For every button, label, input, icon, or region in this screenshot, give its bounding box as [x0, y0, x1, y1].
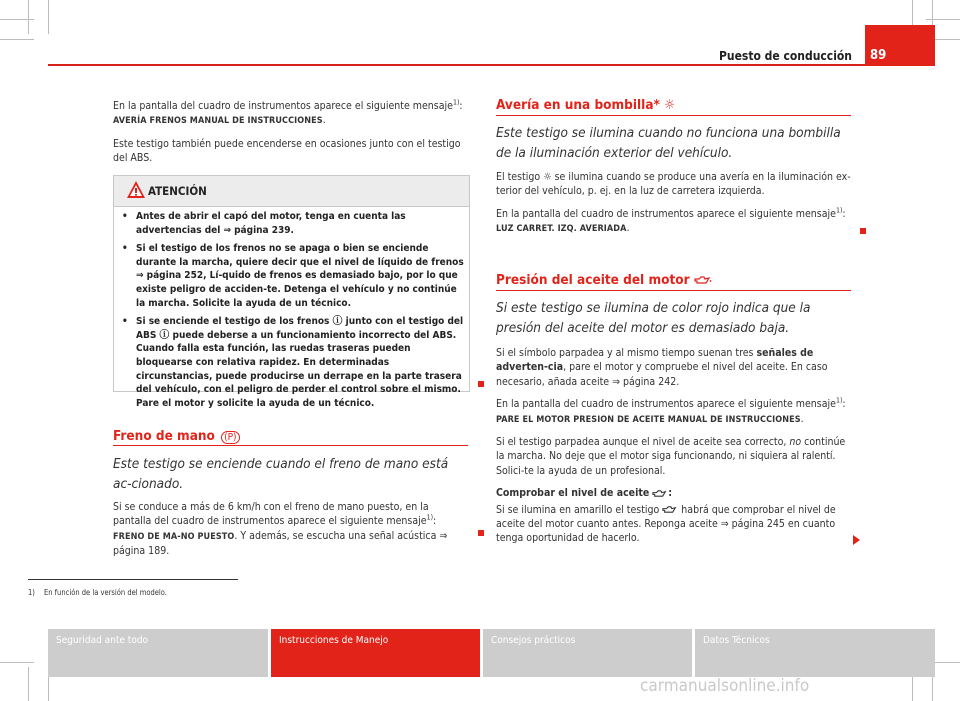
bulb-failure-heading: Avería en una bombilla* ☼	[496, 97, 676, 113]
running-header: Puesto de conducción	[718, 49, 852, 63]
abs-note-paragraph: Este testigo también puede encenderse en ocasiones junto con el testigo del ABS.	[113, 137, 461, 165]
heading-rule	[496, 290, 851, 291]
crop-mark	[926, 19, 960, 20]
warning-triangle-icon	[126, 180, 146, 199]
bulb-lead: Este testigo se ilumina cuando no funciona una bombilla de la iluminación exterior del vehículo.	[496, 125, 841, 161]
brake-message-paragraph: En la pantalla del cuadro de instrumentos aparece el siguiente mensaje$^{1)}$: AVERÍA FRENOS MANUAL DE INSTRUCCIONES.	[113, 98, 463, 127]
crop-mark	[0, 19, 34, 20]
oil-pressure-heading: Presión del aceite del motor	[496, 272, 712, 288]
footnote-ref[interactable]: 1)	[835, 206, 843, 215]
watermark: carmanualsonline.info	[640, 676, 810, 696]
heading-rule	[113, 445, 468, 446]
section-end-marker	[860, 228, 866, 234]
handbrake-heading: Freno de mano (P)	[113, 428, 240, 444]
section-end-marker	[478, 381, 484, 387]
oil-pressure-lead: Si este testigo se ilumina de color rojo indica que la presión del aceite del motor es demasiado baja.	[496, 300, 811, 336]
bullet: •	[122, 243, 128, 255]
crop-mark	[48, 0, 49, 34]
warning-box	[113, 175, 470, 409]
header-rule	[48, 64, 935, 66]
display-message: PARE EL MOTOR PRESION DE ACEITE MANUAL DE INSTRUCCIONES	[496, 414, 801, 425]
tab-seguridad[interactable]: Seguridad ante todo	[48, 629, 268, 677]
footnote: 1) En función de la versión del modelo.	[28, 588, 167, 597]
heading-rule	[496, 115, 851, 116]
handbrake-icon: (P)	[221, 431, 239, 444]
display-message: LUZ CARRET. IZQ. AVERIADA	[496, 224, 627, 235]
crop-mark	[0, 662, 34, 663]
warning-item: • Si se enciende el testigo de los frenos ⓘ junto con el testigo del ABS ⓘ puede deberse a un funcionamiento incorrecto del ABS. Cuando falla esta función, las ruedas traseras pueden bloquearse con relativa rapidez. En determinadas circunstancias, puede producirse un derrape en la parte trasera del vehículo, con el peligro de perder el control sobre el mismo. Pare el motor y solicite la ayuda de un técnico.	[122, 316, 464, 409]
footnote-ref[interactable]: 1)	[452, 98, 460, 107]
oil-can-icon	[694, 275, 712, 285]
bullet: •	[122, 316, 128, 328]
page-number: 89	[870, 48, 887, 63]
footnote-ref[interactable]: 1)	[835, 396, 843, 405]
footnote-rule	[28, 579, 238, 580]
warning-item: • Antes de abrir el capó del motor, tenga en cuenta las advertencias del ⇒ página 239.	[122, 211, 406, 236]
oil-can-icon	[652, 489, 668, 498]
warning-body	[120, 210, 464, 415]
warning-header	[114, 176, 469, 207]
handbrake-lead: Este testigo se enciende cuando el freno de mano está ac-cionado.	[113, 456, 449, 492]
handbrake-paragraph: Si se conduce a más de 6 km/h con el freno de mano puesto, en la pantalla del cuadro de instrumentos aparece el siguiente mensaje$^{1)}$: FRENO DE MA-NO PUESTO. Y además, se escucha una señal acústica ⇒ página 189.	[113, 501, 448, 558]
section-end-marker	[478, 530, 484, 536]
oil-can-icon	[662, 505, 678, 514]
tab-consejos[interactable]: Consejos prácticos	[483, 629, 692, 677]
oil-pressure-paragraphs: Si el símbolo parpadea y al mismo tiempo suenan tres señales de adverten-cia, pare el motor y compruebe el nivel del aceite. En caso necesario, añada aceite ⇒ página 242. En la pantalla del cuadro de instrumentos aparece el siguiente mensaje$^{1)}$: PARE EL MOTOR PRESION DE ACEITE MANUAL DE INSTRUCCIONES. Si el testigo parpadea aunque el nivel de aceite sea correcto, no continúe la marcha. No deje que el motor siga funcionando, ni siquiera al ralentí. Solici-te la ayuda de un profesional. Comprobar el nivel de aceite : Si se ilumina en amarillo el testigo habrá que comprobar el nivel de aceite del motor cuanto antes. Reponga aceite ⇒ página 245 en cuanto tenga oportunidad de hacerlo.	[496, 347, 846, 545]
crop-mark	[28, 0, 29, 34]
display-message: AVERÍA FRENOS MANUAL DE INSTRUCCIONES	[113, 116, 323, 127]
warning-title: ATENCIÓN	[148, 184, 207, 198]
continued-arrow-icon	[853, 535, 860, 545]
oil-check-subheading: Comprobar el nivel de aceite	[496, 487, 650, 500]
bulb-paragraphs: El testigo ☼ se ilumina cuando se produce una avería en la iluminación ex-terior del vehículo, p. ej. en la luz de carretera izquierda. En la pantalla del cuadro de instrumentos aparece el siguiente mensaje$^{1)}$: LUZ CARRET. IZQ. AVERIADA.	[496, 171, 851, 235]
display-message: FRENO DE MA-NO PUESTO	[113, 531, 235, 542]
bullet: •	[122, 211, 128, 222]
tab-datos-tecnicos[interactable]: Datos Técnicos	[695, 629, 935, 677]
footnote-ref[interactable]: 1)	[426, 513, 434, 522]
left-column	[113, 99, 468, 174]
crop-mark	[0, 39, 34, 40]
tab-instrucciones[interactable]: Instrucciones de Manejo	[271, 629, 480, 677]
bulb-icon: ☼	[543, 171, 552, 183]
crop-mark	[28, 667, 29, 701]
warning-item: • Si el testigo de los frenos no se apaga o bien se enciende durante la marcha, quiere decir que el nivel de líquido de frenos ⇒ página 252, Lí-quido de frenos es demasiado bajo, por lo que existe peligro de acciden-te. Detenga el vehículo y no continúe la marcha. Solicite la ayuda de un técnico.	[122, 243, 464, 309]
bulb-icon: ☼	[664, 97, 676, 113]
